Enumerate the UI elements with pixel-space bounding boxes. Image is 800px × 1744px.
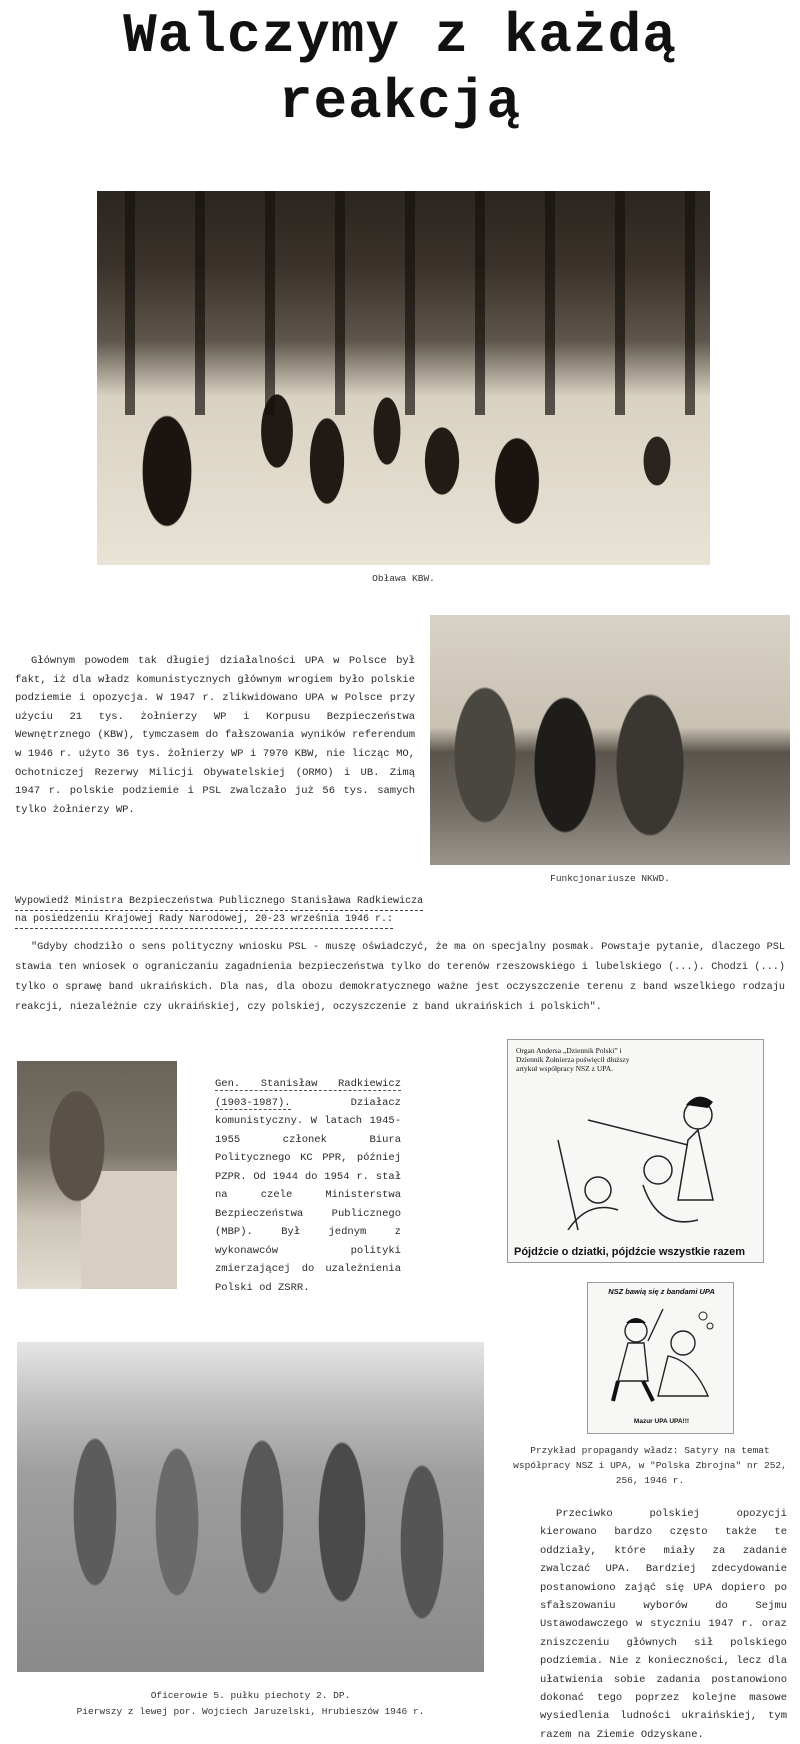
officers-group-photo: [17, 1342, 484, 1672]
cartoon1-drawing: [548, 1080, 738, 1230]
officers-caption: [17, 1688, 484, 1720]
officers-caption-line-1: Oficerowie 5. pułku piechoty 2. DP.: [150, 1690, 351, 1701]
quote-heading: [15, 893, 485, 929]
opposition-paragraph-text: Przeciwko polskiej opozycji kierowano bardzo często także te oddziały, które miały za zadanie zwalczać UPA. Bardziej zdecydowanie postanowiono zająć się UPA dopiero po sfałszowaniu wyborów do Sejmu Ustawodawczego w styczniu 1947 r. oraz zniszczeniu głównych sił polskiego podziemia. Nie z konieczności, lecz dla ułatwienia sobie zadania postanowiono dokonać tego poprzez kolejne masowe wysiedlenia ludności ukraińskiej, tym razem na Ziemie Odzyskane.: [540, 1508, 787, 1741]
radkiewicz-portrait-photo: [17, 1061, 177, 1289]
bio-text: Działacz komunistyczny. W latach 1945-1955 członek Biura Politycznego KC PPR, później PZPR. Od 1944 do 1954 r. stał na czele Ministerstwa Bezpieczeństwa Publicznego (MBP). Był jednym z wykonawców polityki zmierzającej do uzależnienia Polski od ZSRR.: [215, 1096, 401, 1294]
forest-chase-photo: [97, 191, 710, 565]
radkiewicz-bio: [215, 1075, 401, 1297]
quote-heading-line-2: na posiedzeniu Krajowej Rady Narodowej, 20-23 września 1946 r.:: [15, 911, 393, 929]
bio-name: Gen. Stanisław Radkiewicz (1903-1987).: [215, 1078, 401, 1109]
cartoon1-intro: Organ Andersa „Dziennik Polski” i Dziennik Żołnierza poświęcił dłuższy artykuł współpracy NSZ z UPA.: [516, 1046, 630, 1073]
nkwd-officers-photo: [430, 615, 790, 865]
cartoon2-footer: Mazur UPA UPA!!!: [633, 1418, 690, 1425]
page-title-line-1: Walczymy z każdą: [123, 4, 677, 68]
page-title-line-2: reakcją: [278, 70, 522, 134]
upa-paragraph-text: Głównym powodem tak długiej działalności UPA w Polsce był fakt, iż dla władz komunistycznych głównym wrogiem było polskie podziemie i opozycja. W 1947 r. zlikwidowano UPA w Polsce przy użyciu 21 tys. żołnierzy WP i Korpusu Bezpieczeństwa Wewnętrznego (KBW), tymczasem do fałszowania wyników referendum w 1946 r. użyto 36 tys. żołnierzy WP i 7970 KBW, nie licząc MO, Ochotniczej Rezerwy Milicji Obywatelskiej (ORMO) i UB. Zimą 1947 r. polskie podziemie i PSL zwalczało już 56 tys. samych tylko żołnierzy WP.: [15, 655, 415, 816]
cartoon1-slogan: Pójdźcie o dziatki, pójdźcie wszystkie razem: [514, 1246, 746, 1258]
propaganda-cartoon-1: [507, 1039, 764, 1263]
propaganda-cartoon-2: [587, 1282, 734, 1434]
oblawa-caption: Obława KBW.: [372, 573, 435, 584]
officers-caption-line-2: Pierwszy z lewej por. Wojciech Jaruzelski, Hrubieszów 1946 r.: [76, 1706, 425, 1717]
cartoon2-drawing: [598, 1301, 723, 1411]
upa-paragraph: [15, 652, 415, 819]
quote-heading-line-1: Wypowiedź Ministra Bezpieczeństwa Publicznego Stanisława Radkiewicza: [15, 893, 423, 911]
cartoon2-headline: NSZ bawią się z bandami UPA: [608, 1287, 715, 1296]
quote-text: [15, 938, 785, 1018]
quote-text-body: "Gdyby chodziło o sens polityczny wniosku PSL - muszę oświadczyć, że ma on specjalny posmak. Powstaje pytanie, dlaczego PSL stawia ten wniosek o ograniczaniu zagadnienia bezpieczeństwa tylko do terenów rzeszowskiego i lubelskiego (...). Chodzi (...) tylko o sprawę band ukraińskich. Dla nas, dla obozu demokratycznego ważne jest oczyszczenie terenu z band wszelkiego rodzaju reakcji, niezależnie czy ukraińskiej, czy polskiej, oczyszczenie z band ukraińskich i polskich".: [15, 942, 785, 1013]
cartoons-caption: Przykład propagandy władz: Satyry na temat współpracy NSZ i UPA, w "Polska Zbrojna" nr 252, 256, 1946 r.: [513, 1445, 787, 1486]
opposition-paragraph: [540, 1505, 787, 1744]
nkwd-caption: Funkcjonariusze NKWD.: [550, 873, 670, 884]
